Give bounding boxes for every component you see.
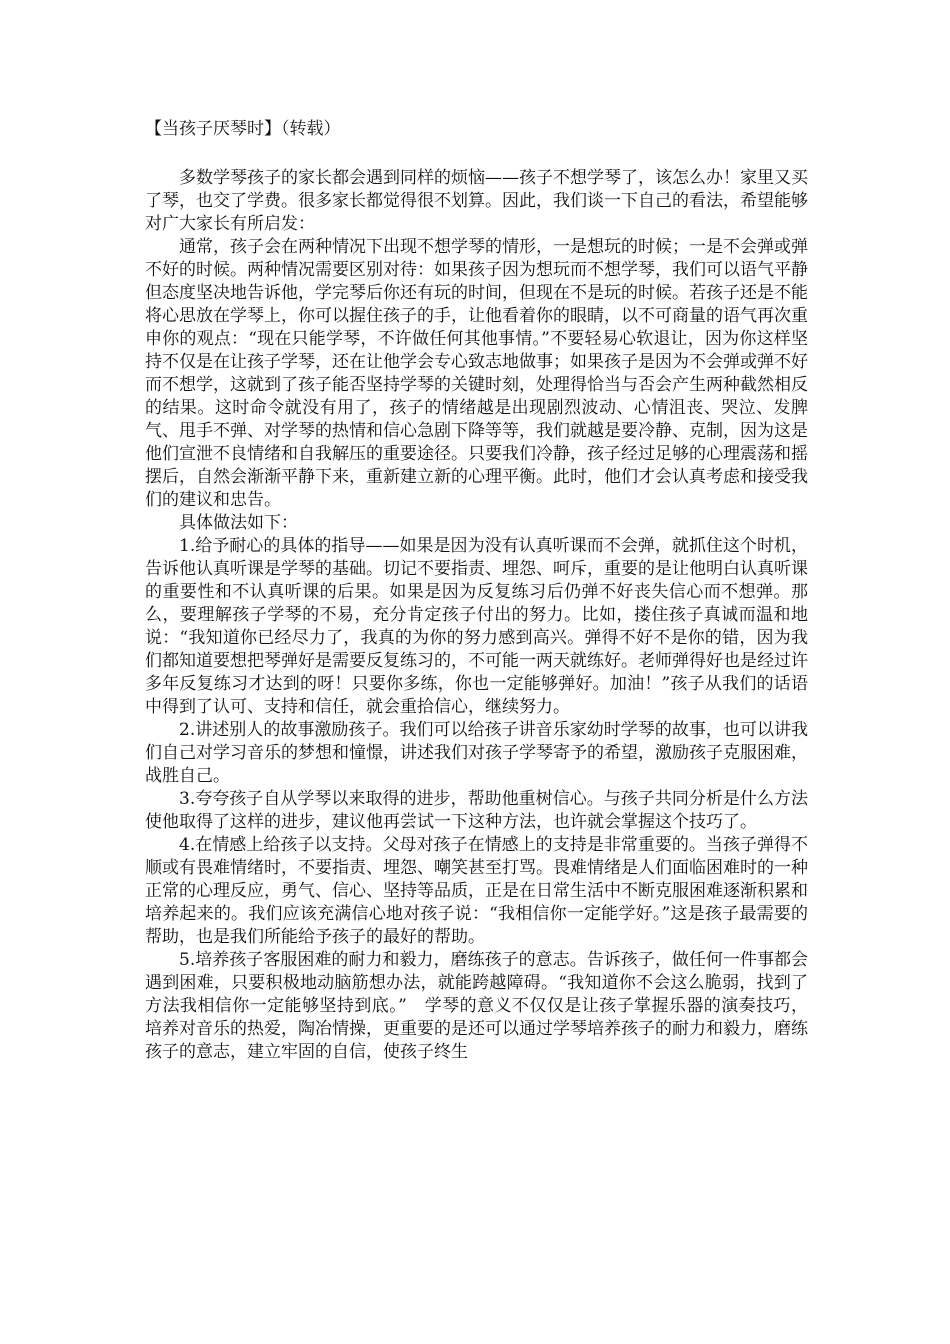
- document-page: [145, 118, 808, 1064]
- list-item-4: 4.在情感上给孩子以支持。父母对孩子在情感上的支持是非常重要的。当孩子弹得不顺或有畏难情绪时，不要指责、埋怨、嘲笑甚至打骂。畏难情绪是人们面临困难时的一种正常的心理反应，勇气、信心、坚持等品质，正是在日常生活中不断克服困难逐渐积累和培养起来的。我们应该充满信心地对孩子说：“我相信你一定能学好。”这是孩子最需要的帮助，也是我们所能给予孩子的最好的帮助。: [145, 835, 808, 947]
- list-item-2: 2.讲述别人的故事激励孩子。我们可以给孩子讲音乐家幼时学琴的故事，也可以讲我们自己对学习音乐的梦想和憧憬，讲述我们对孩子学琴寄予的希望，激励孩子克服困难，战胜自己。: [145, 720, 808, 786]
- document-title: 【当孩子厌琴时】（转载）: [145, 119, 341, 139]
- list-item-1: 1.给予耐心的具体的指导——如果是因为没有认真听课而不会弹，就抓住这个时机，告诉他认真听课是学琴的基础。切记不要指责、埋怨、呵斥，重要的是让他明白认真听课的重要性和不认真听课的后果。如果是因为反复练习后仍弹不好丧失信心而不想弹。那么，要理解孩子学琴的不易，充分肯定孩子付出的努力。比如，搂住孩子真诚而温和地说：“我知道你已经尽力了，我真的为你的努力感到高兴。弹得不好不是你的错，因为我们都知道要想把琴弹好是需要反复练习的，不可能一两天就练好。老师弹得好也是经过许多年反复练习才达到的呀！只要你多练，你也一定能够弹好。加油！”孩子从我们的话语中得到了认可、支持和信任，就会重拾信心，继续努力。: [145, 536, 808, 717]
- list-item-3: 3.夸夸孩子自从学琴以来取得的进步，帮助他重树信心。与孩子共同分析是什么方法使他取得了这样的进步，建议他再尝试一下这种方法，也许就会掌握这个技巧了。: [145, 789, 808, 832]
- intro-paragraph: 多数学琴孩子的家长都会遇到同样的烦恼——孩子不想学琴了，该怎么办！家里又买了琴，也交了学费。很多家长都觉得很不划算。因此，我们谈一下自己的看法，希望能够对广大家长有所启发：: [145, 168, 808, 234]
- body-paragraph-methods-heading: 具体做法如下：: [179, 513, 298, 533]
- list-item-5: 5.培养孩子客服困难的耐力和毅力，磨练孩子的意志。告诉孩子，做任何一件事都会遇到困难，只要积极地动脑筋想办法，就能跨越障碍。“我知道你不会这么脆弱，找到了方法我相信你一定能够坚持到底。” 学琴的意义不仅仅是让孩子掌握乐器的演奏技巧，培养对音乐的热爱，陶冶情操，更重要的是还可以通过学琴培养孩子的耐力和毅力，磨练孩子的意志，建立牢固的自信，使孩子终生: [145, 950, 808, 1062]
- body-paragraph-situations: 通常，孩子会在两种情况下出现不想学琴的情形，一是想玩的时候；一是不会弹或弹不好的时候。两种情况需要区别对待：如果孩子因为想玩而不想学琴，我们可以语气平静但态度坚决地告诉他，学完琴后你还有玩的时间，但现在不是玩的时候。若孩子还是不能将心思放在学琴上，你可以握住孩子的手，让他看着你的眼睛，以不可商量的语气再次重申你的观点：“现在只能学琴，不许做任何其他事情。”不要轻易心软退让，因为你这样坚持不仅是在让孩子学琴，还在让他学会专心致志地做事；如果孩子是因为不会弹或弹不好而不想学，这就到了孩子能否坚持学琴的关键时刻，处理得恰当与否会产生两种截然相反的结果。这时命令就没有用了，孩子的情绪越是出现剧烈波动、心情沮丧、哭泣、发脾气、甩手不弹、对学琴的热情和信心急剧下降等等，我们就越是要冷静、克制，因为这是他们宣泄不良情绪和自我解压的重要途径。只要我们冷静，孩子经过足够的心理震荡和摇摆后，自然会渐渐平静下来，重新建立新的心理平衡。此时，他们才会认真考虑和接受我们的建议和忠告。: [145, 237, 808, 510]
